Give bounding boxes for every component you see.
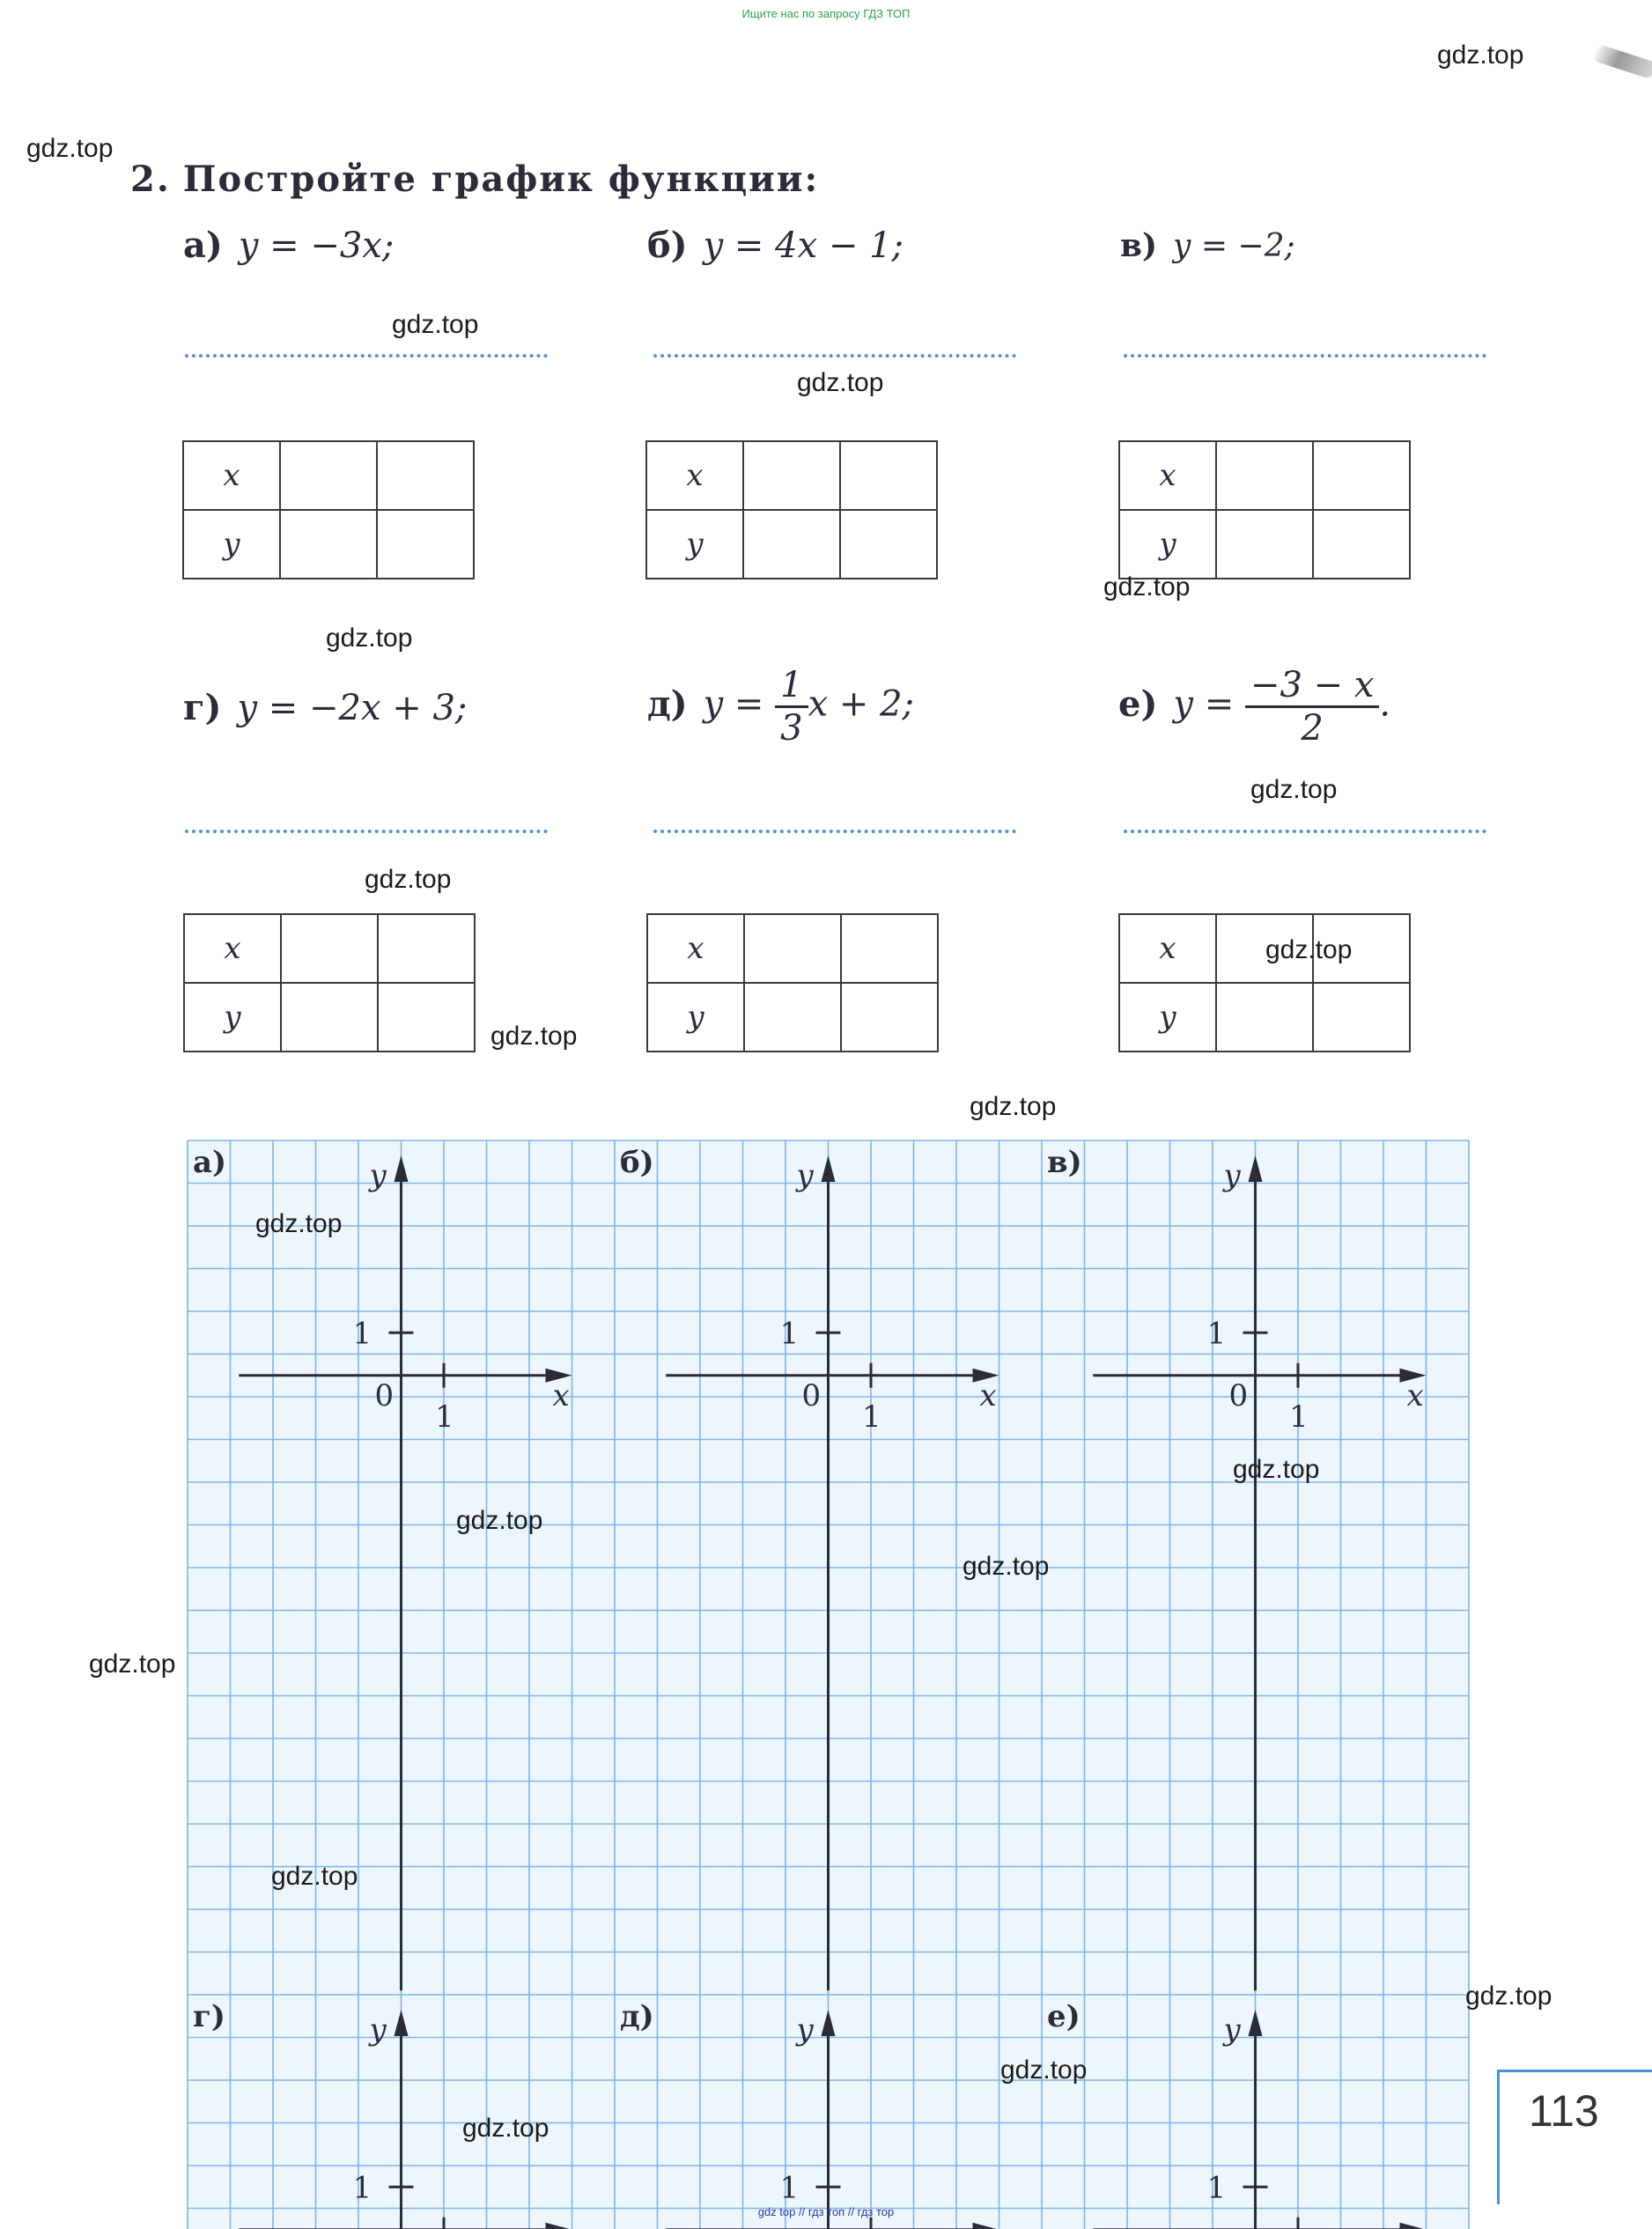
table-x-label: x bbox=[647, 914, 744, 983]
watermark: gdz.top bbox=[456, 1506, 543, 1535]
graph-label: е) bbox=[1047, 1999, 1080, 2034]
table-y-label: y bbox=[647, 983, 744, 1052]
watermark: gdz.top bbox=[970, 1092, 1057, 1121]
y-axis-label: y bbox=[1223, 1157, 1241, 1193]
fraction-denominator: 3 bbox=[780, 708, 803, 749]
y-axis-label: y bbox=[796, 1157, 814, 1193]
watermark: gdz.top bbox=[1103, 572, 1191, 602]
x-unit-label: 1 bbox=[435, 1399, 454, 1435]
watermark: gdz.top bbox=[1437, 41, 1524, 70]
watermark: gdz.top bbox=[797, 368, 884, 397]
page-number: 113 bbox=[1529, 2086, 1599, 2136]
formula-expr: y = bbox=[703, 683, 776, 725]
y-unit-label: 1 bbox=[779, 2170, 800, 2206]
y-axis-label: y bbox=[796, 2011, 814, 2048]
origin-label: 0 bbox=[374, 1377, 395, 1413]
watermark: gdz.top bbox=[1265, 935, 1353, 964]
y-axis-label: y bbox=[1223, 2011, 1241, 2048]
watermark: gdz.top bbox=[462, 2114, 549, 2143]
y-unit-label: 1 bbox=[779, 1316, 800, 1352]
x-unit-label: 1 bbox=[862, 1399, 881, 1435]
y-unit-label: 1 bbox=[352, 1316, 372, 1352]
watermark: gdz.top bbox=[365, 865, 452, 894]
watermark: gdz.top bbox=[1250, 775, 1338, 804]
footer-note: gdz top // гдз топ // гдз тор bbox=[757, 2205, 895, 2218]
formula-expr: y = −2; bbox=[1173, 228, 1295, 264]
watermark: gdz.top bbox=[255, 1209, 343, 1238]
table-x-label: x bbox=[183, 441, 280, 510]
graph-label: д) bbox=[620, 1999, 654, 2034]
table-x-label: x bbox=[646, 441, 743, 510]
table-y-label: y bbox=[1119, 983, 1216, 1052]
formula-label: в) bbox=[1120, 227, 1158, 264]
formula-label: а) bbox=[183, 225, 223, 266]
formula-expr: x + 2; bbox=[808, 683, 915, 725]
watermark: gdz.top bbox=[26, 134, 114, 163]
watermark: gdz.top bbox=[89, 1650, 176, 1679]
table-y-label: y bbox=[183, 510, 280, 579]
task-title-text: Постройте график функции: bbox=[182, 159, 820, 200]
graph-label: в) bbox=[1047, 1145, 1082, 1180]
fraction-numerator: −3 − x bbox=[1245, 665, 1379, 708]
x-unit-label: 1 bbox=[1289, 1399, 1309, 1435]
formula-label: е) bbox=[1118, 683, 1158, 725]
y-unit-label: 1 bbox=[1206, 1316, 1227, 1352]
formula-expr: y = −3x; bbox=[238, 225, 395, 266]
watermark: gdz.top bbox=[392, 310, 479, 339]
x-axis-label: x bbox=[552, 1377, 570, 1413]
header-note: Ищите нас по запросу ГДЗ ТОП bbox=[741, 7, 911, 20]
graph-label: б) bbox=[620, 1145, 654, 1180]
watermark: gdz.top bbox=[962, 1552, 1050, 1581]
watermark: gdz.top bbox=[1465, 1982, 1552, 2011]
x-axis-label: x bbox=[1406, 1377, 1424, 1413]
table-y-label: y bbox=[184, 983, 281, 1052]
table-x-label: x bbox=[1119, 441, 1216, 510]
formula-expr: y = −2x + 3; bbox=[237, 688, 468, 728]
fraction-denominator: 2 bbox=[1301, 708, 1324, 749]
formula-label: г) bbox=[183, 687, 222, 728]
formula-expr: y = 4x − 1; bbox=[703, 225, 904, 266]
table-y-label: y bbox=[646, 510, 743, 579]
y-unit-label: 1 bbox=[1206, 2170, 1227, 2206]
graph-label: г) bbox=[193, 1999, 225, 2034]
origin-label: 0 bbox=[801, 1377, 822, 1413]
watermark: gdz.top bbox=[490, 1022, 578, 1051]
fraction-numerator: 1 bbox=[775, 665, 808, 708]
table-x-label: x bbox=[184, 914, 281, 983]
formula-label: д) bbox=[647, 683, 688, 725]
y-axis-label: y bbox=[369, 2011, 387, 2048]
formula-expr: . bbox=[1379, 683, 1391, 725]
task-number: 2. bbox=[130, 159, 171, 200]
table-y-label: y bbox=[1119, 510, 1216, 579]
watermark: gdz.top bbox=[1233, 1455, 1320, 1484]
watermark: gdz.top bbox=[1000, 2056, 1088, 2085]
table-x-label: x bbox=[1119, 914, 1216, 983]
x-axis-label: x bbox=[979, 1377, 997, 1413]
formula-expr: y = bbox=[1173, 683, 1245, 725]
y-axis-label: y bbox=[369, 1157, 387, 1193]
formula-label: б) bbox=[647, 225, 688, 266]
graph-label: а) bbox=[193, 1145, 227, 1180]
y-unit-label: 1 bbox=[352, 2170, 372, 2206]
watermark: gdz.top bbox=[271, 1862, 358, 1891]
watermark: gdz.top bbox=[326, 624, 413, 653]
origin-label: 0 bbox=[1228, 1377, 1249, 1413]
